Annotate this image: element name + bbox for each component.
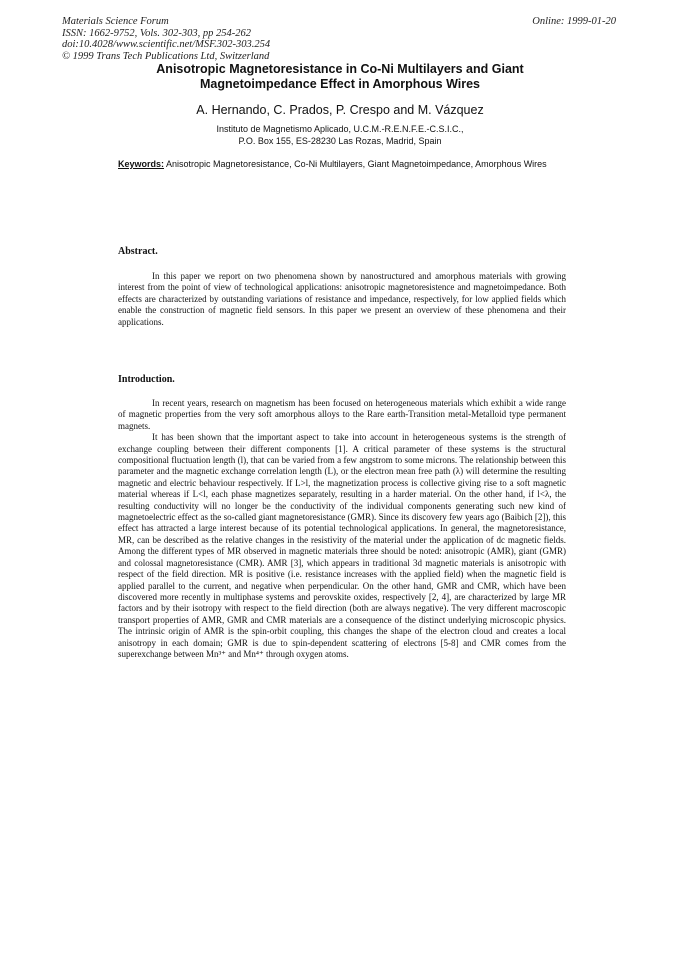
keywords bbox=[118, 159, 566, 170]
online-date: Online: 1999-01-20 bbox=[532, 16, 616, 27]
issn-line: ISSN: 1662-9752, Vols. 302-303, pp 254-262 bbox=[62, 27, 251, 39]
keywords-label: Keywords: bbox=[118, 159, 165, 169]
introduction-body bbox=[118, 398, 566, 660]
intro-paragraph-1: In recent years, research on magnetism has been focused on heterogeneous materials which exhibit a wide range of magnetic properties from the very soft amorphous alloys to the Rare earth-Transition metal-Metalloid type permanent magnets. bbox=[118, 398, 566, 431]
journal-name: Materials Science Forum bbox=[62, 16, 169, 27]
title-line-2: Magnetoimpedance Effect in Amorphous Wires bbox=[199, 77, 481, 91]
keywords-text: Anisotropic Magnetoresistance, Co-Ni Multilayers, Giant Magnetoimpedance, Amorphous Wires bbox=[164, 159, 547, 169]
author-list: A. Hernando, C. Prados, P. Crespo and M. Vázquez bbox=[196, 103, 484, 117]
introduction-heading: Introduction. bbox=[118, 374, 175, 385]
abstract-paragraph: In this paper we report on two phenomena shown by nanostructured and amorphous materials with growing interest from the point of view of technological applications: anisotropic magnetoresistence and magnetoimpedance. Both effects are characterized by outstanding variations of resistance and impedance, respectively, for low applied fields which enable the construction of magnetic field sensors. In this paper we present an overview of these phenomena and their applications. bbox=[118, 271, 566, 327]
title-line-1: Anisotropic Magnetoresistance in Co-Ni Multilayers and Giant bbox=[156, 62, 524, 76]
doi-line[interactable]: doi:10.4028/www.scientific.net/MSF.302-303.254 bbox=[62, 39, 271, 50]
abstract-heading: Abstract. bbox=[118, 246, 158, 257]
intro-paragraph-2: It has been shown that the important aspect to take into account in heterogeneous systems is the strength of exchange coupling between their different components [1]. A critical parameter of these systems is the structural compositional fluctuation length (l), that can be varied from a few angstrom to some microns. The relationship between this parameter and the magnetic exchange correlation length (L), or the electron mean free path (λ) will determine the resulting magnetic and electric behaviour respectively. If L>l, the magnetization process is collective giving rise to a soft magnetic material whereas if L<l, each phase magnetizes separately, resulting in a harder material. On the other hand, if l<λ, the resulting conductivity will no longer be the conductivity of the individual components generating such new kind of magnetoelectric effect as the so-called giant magnetoresistance (GMR). Since its discovery few years ago (Baibich [2]), this effect has attracted a large interest because of its potential technological applications. In general, the magnetoresistance, MR, can be described as the relative changes in the resistivity of the material under the application of dc magnetic fields. Among the different types of MR observed in magnetic materials three should be noted: anisotropic (AMR), giant (GMR) and colossal magnetoresistance (CMR). AMR [3], which appears in traditional 3d magnetic materials is anisotropic with respect of the field direction. MR is positive (i.e. resistance increases with the applied field) when the magnetic field is applied parallel to the current, and negative when perpendicular. On the other hand, GMR and CMR, which have been discovered more recently in multiphase systems and perovskite oxides, respectively [2, 4], are characterized by large MR factors and by their isotropy with respect to the field direction (both are always negative). The very different macroscopic transport properties of AMR, GMR and CMR materials are a consequence of the distinct underlying microscopic physics. The intrinsic origin of AMR is the spin-orbit coupling, this changes the shape of the electron cloud and creates a local anisotropy in each domain; GMR is due to spin-dependent scattering of electrons [5-8] and CMR comes from the superexchange between Mn³⁺ and Mn⁴⁺ through oxygen atoms. bbox=[118, 432, 566, 659]
copyright-line: © 1999 Trans Tech Publications Ltd, Switzerland bbox=[62, 50, 270, 62]
abstract-body bbox=[118, 271, 566, 328]
publication-info bbox=[62, 16, 270, 62]
affiliation bbox=[90, 124, 590, 147]
paper-title bbox=[90, 62, 590, 92]
affiliation-line-1: Instituto de Magnetismo Aplicado, U.C.M.-R.E.N.F.E.-C.S.I.C., bbox=[216, 124, 464, 134]
affiliation-line-2: P.O. Box 155, ES-28230 Las Rozas, Madrid, Spain bbox=[238, 135, 442, 146]
